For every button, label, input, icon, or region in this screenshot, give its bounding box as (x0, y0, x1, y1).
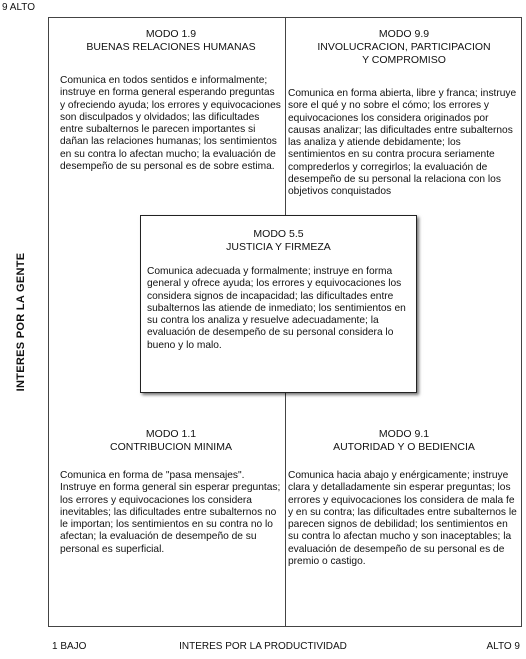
mode-1-9-block (60, 28, 282, 173)
mode-9-1-block (288, 428, 520, 568)
mode-1-1-code: MODO 1.1 (145, 428, 197, 440)
mode-5-5-name: JUSTICIA Y FIRMEZA (226, 241, 331, 253)
mode-1-1-name: CONTRIBUCION MINIMA (110, 441, 232, 453)
mode-9-9-title (288, 28, 520, 67)
y-axis-title: INTERES POR LA GENTE (15, 252, 27, 392)
mode-5-5-description: Comunica adecuada y formalmente; instruye en forma general y ofrece ayuda; los errores y equivocaciones los considera signos de incapacidad; las dificultades entre subalternos las atiende de inmediato; los sentimientos en su contra los analiza y resuelve adecuadamente; la evaluación de desempeño de su personal considera lo bueno y lo malo. (147, 266, 406, 351)
mode-1-9-name: BUENAS RELACIONES HUMANAS (86, 41, 256, 53)
x-axis-min-label: 1 BAJO (52, 641, 87, 652)
mode-1-1-title (60, 428, 282, 454)
mode-9-1-title (288, 428, 520, 454)
x-axis-max-label: ALTO 9 (486, 641, 520, 652)
mode-1-9-code: MODO 1.9 (145, 28, 197, 40)
x-axis-title: INTERES POR LA PRODUCTIVIDAD (179, 641, 347, 652)
mode-9-9-name-line-2: Y COMPROMISO (362, 54, 446, 66)
mode-9-1-name: AUTORIDAD Y O BEDIENCIA (333, 441, 475, 453)
mode-1-9-title (60, 28, 282, 54)
mode-9-1-description: Comunica hacia abajo y enérgicamente; instruye clara y detalladamente sin esperar preguntas; los errores y equivocaciones los considera de mala fe y en su contra; las dificultades entre subalternos le parecen signos de debilidad; los sentimientos en su contra lo afectan mucho y son inaceptables; la evaluación de desempeño de su personal es de premio o castigo. (288, 470, 517, 568)
mode-5-5-title (147, 228, 410, 254)
mode-1-9-description: Comunica en todos sentidos e informalmente; instruye en forma general esperando preguntas y ofreciendo ayuda; los errores y equivocaciones son disculpados y olvidados; las dificultades entre subalternos le parecen importantes si dañan las relaciones humanas; los sentimientos en su contra lo afectan mucho; la evaluación de desempeño de su personal es de sobre estima. (60, 75, 281, 173)
mode-9-1-code: MODO 9.1 (378, 428, 430, 440)
mode-5-5-code: MODO 5.5 (253, 228, 304, 240)
mode-1-1-description: Comunica en forma de "pasa mensajes". Instruye en forma general sin esperar preguntas; los errores y equivocaciones los considera inevitables; las dificultades entre subalternos no le importan; los sentimientos en su contra no lo afectan; la evaluación de desempeño de su personal es superficial. (60, 470, 281, 555)
y-axis-max-label: 9 ALTO (2, 2, 35, 13)
mode-9-9-code: MODO 9.9 (378, 28, 430, 40)
mode-1-1-block (60, 428, 282, 556)
mode-9-9-description: Comunica en forma abierta, libre y franca; instruye sore el qué y no sobre el cómo; los errores y equivocaciones los considera originados por causas analizar; las dificultades entre subalternos las analiza y atiende debidamente; los sentimientos en su contra procura seriamente comprederlos y corregirlos; la evaluación de desempeño de su personal la relaciona con los objetivos conquistados (288, 88, 517, 198)
mode-9-9-name-line-1: INVOLUCRACION, PARTICIPACION (317, 41, 491, 53)
mode-9-9-block (288, 28, 520, 199)
mode-5-5-box (140, 215, 417, 393)
